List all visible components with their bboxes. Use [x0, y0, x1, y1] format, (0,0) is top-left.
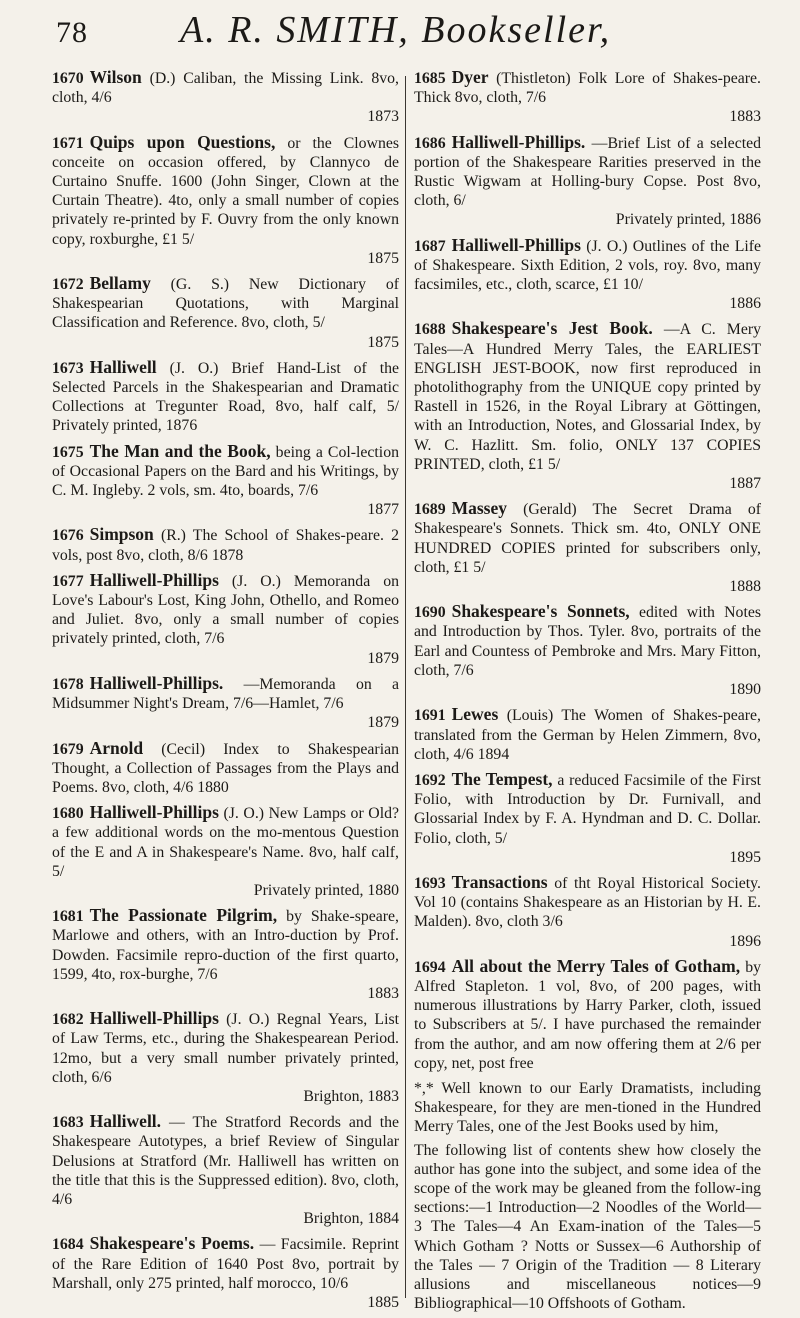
- entry-text: —Brief List of a selected portion of the Shakespeare Rarities preserved in the Rustic Wigwam at Holling-bury Copse. Post 8vo, cloth, 6/: [414, 134, 762, 210]
- entry-number: 1675: [52, 443, 84, 461]
- catalogue-entry: [414, 236, 761, 314]
- entry-number: 1683: [52, 1114, 84, 1132]
- catalogue-entry: [414, 705, 761, 764]
- entry-author: The Man and the Book,: [89, 440, 271, 461]
- entry-text: of tht Royal Historical Society. Vol 10 (contains Shakespeare as an Historian by H. E. Malden). 8vo, cloth 3/6: [414, 874, 762, 931]
- entry-number: 1673: [52, 359, 84, 377]
- entry-text: (Thistleton) Folk Lore of Shakes-peare. Thick 8vo, cloth, 7/6: [414, 70, 762, 107]
- entry-number: 1685: [414, 70, 446, 87]
- entry-number: 1693: [414, 874, 446, 892]
- entry-text: (Gerald) The Secret Drama of Shakespeare's Sonnets. Thick sm. 4to, ONLY ONE HUNDRED COPIES printed for subscribers only, cloth, £1 5/: [414, 501, 761, 576]
- catalogue-entry: [414, 957, 761, 1073]
- entry-text: being a Col-lection of Occasional Papers on the Bard and his Writings, by C. M. Ingleby. 2 vols, sm. 4to, boards, 7/6: [52, 443, 399, 500]
- entry-imprint: Privately printed, 1886: [615, 211, 761, 229]
- entry-text: (Cecil) Index to Shakespearian Thought, a Collection of Passages from the Plays and Poems. 8vo, cloth, 4/6 1880: [52, 740, 399, 796]
- page-header: [0, 0, 800, 60]
- entry-author: Shakespeare's Jest Book.: [451, 318, 653, 339]
- entry-number: 1686: [414, 134, 446, 152]
- catalogue-entry: [52, 442, 399, 520]
- entry-number: 1689: [414, 501, 446, 519]
- entry-number: 1677: [52, 572, 84, 590]
- catalogue-entry: [52, 133, 399, 268]
- entry-number: 1679: [52, 740, 84, 758]
- entry-text: (Louis) The Women of Shakes-peare, translated from the German by Helen Zimmern, 8vo, cloth, 4/6 1894: [414, 707, 762, 763]
- right-column: [406, 68, 761, 1318]
- entry-number: 1687: [414, 237, 446, 255]
- catalogue-entry: [52, 68, 399, 127]
- catalogue-entry: [52, 906, 399, 1003]
- entry-imprint: Brighton, 1884: [303, 1210, 399, 1228]
- left-column: [52, 68, 405, 1318]
- entry-text: — Facsimile. Reprint of the Rare Edition of 1640 Post 8vo, portrait by Marshall, only 275 printed, half morocco, 10/6: [52, 1236, 400, 1292]
- entry-author: Transactions: [451, 871, 548, 892]
- entry-text: by Alfred Stapleton. 1 vol, 8vo, of 200 pages, with numerous illustrations by Harry Parker, cloth, issued to Subscribers at 5/. I have purchased the remainder from the author, and am now offering them at 2/6 per copy, net, post free: [414, 958, 761, 1072]
- entry-text: —Memoranda on a Midsummer Night's Dream, 7/6—Hamlet, 7/6: [52, 675, 400, 713]
- entry-number: 1690: [414, 604, 446, 622]
- catalogue-entry: [52, 803, 399, 900]
- entry-author: Shakespeare's Sonnets,: [451, 601, 630, 622]
- catalogue-columns: [52, 68, 762, 1318]
- entry-text: a reduced Facsimile of the First Folio, with Introduction by Dr. Furnivall, and Glossarial Index by F. A. Hyndman and D. C. Dollar. Folio, cloth, 5/: [414, 771, 761, 847]
- entry-number: 1691: [414, 707, 446, 725]
- entry-author: Halliwell-Phillips.: [89, 672, 224, 693]
- entry-number: 1676: [52, 527, 84, 545]
- entry-imprint: 1885: [367, 1293, 399, 1311]
- entry-imprint: 1883: [729, 108, 761, 126]
- entry-number: 1694: [414, 958, 446, 976]
- entry-imprint: 1890: [729, 681, 761, 699]
- entry-author: Halliwell-Phillips: [89, 802, 219, 823]
- entry-author: Halliwell-Phillips: [89, 569, 219, 590]
- entry-number: 1678: [52, 675, 84, 693]
- entry-text: (J. O.) Regnal Years, List of Law Terms, etc., during the Shakespearean Period. 12mo, but a very small number privately printed, cloth, 6/6: [52, 1011, 399, 1086]
- page-number: 78: [56, 16, 88, 49]
- catalogue-entry: [52, 1009, 399, 1106]
- entry-text: (J. O.) Outlines of the Life of Shakespeare. Sixth Edition, 2 vols, roy. 8vo, many facsimiles, etc., cloth, scarce, £1 10/: [414, 237, 761, 294]
- catalogue-entry: [52, 739, 399, 798]
- entry-number: 1680: [52, 805, 84, 823]
- catalogue-entry: [52, 674, 399, 733]
- entry-imprint: 1879: [367, 649, 399, 667]
- entry-author: All about the Merry Tales of Gotham,: [451, 955, 741, 976]
- catalogue-entry: [414, 602, 761, 699]
- entry-author: Arnold: [89, 737, 144, 758]
- entry-number: 1672: [52, 276, 84, 294]
- entry-author: The Tempest,: [451, 768, 553, 789]
- catalogue-entry: [414, 499, 761, 596]
- entry-imprint: Privately printed, 1880: [253, 881, 399, 899]
- entry-author: Halliwell-Phillips: [89, 1008, 219, 1029]
- entry-author: Massey: [451, 498, 507, 519]
- entry-author: Dyer: [451, 67, 489, 87]
- entry-imprint: 1879: [367, 714, 399, 732]
- entry-author: Lewes: [451, 704, 499, 725]
- entry-imprint: 1887: [729, 475, 761, 493]
- entry-number: 1682: [52, 1011, 84, 1029]
- catalogue-entry: [52, 358, 399, 436]
- catalogue-entry: [414, 770, 761, 867]
- catalogue-entry: [414, 68, 761, 127]
- catalogue-entry: [414, 319, 761, 493]
- entry-text: by Shake-speare, Marlowe and others, with an Intro-duction by Prof. Dowden. Facsimile repro-duction of the first quarto, 1599, 4to, rox-burghe, 7/6: [52, 908, 399, 983]
- entry-author: Halliwell-Phillips.: [451, 131, 586, 152]
- entry-author: Bellamy: [89, 273, 151, 294]
- entry-text: (J. O.) Brief Hand-List of the Selected Parcels in the Shakespearian and Dramatic Collections at Tregunter Road, 8vo, half calf, 5/ Privately printed, 1876: [52, 359, 399, 435]
- entry-imprint: 1875: [367, 249, 399, 267]
- entry-author: Halliwell: [89, 356, 157, 377]
- entry-text: (J. O.) New Lamps or Old? a few additional words on the mo-mentous Question of the E and A in Shakespeare's Name. 8vo, half calf, 5/: [52, 805, 399, 880]
- entry-author: Halliwell-Phillips: [451, 234, 581, 255]
- entry-note: The following list of contents shew how closely the author has gone into the subject, and some idea of the scope of the work may be gleaned from the follow-ing sections:—1 Introduction—2 Noodles of the World—3 The Tales—4 An Exam-ination of the Tales—5 Which Gotham ? Notts or Sussex—6 Authorship of the Tales — 7 Origin of the Tradition — 8 Literary allusions and miscellaneous notices—9 Bibliographical—10 Offshoots of Gotham.: [414, 1141, 761, 1313]
- entry-imprint: 1883: [367, 984, 399, 1002]
- entry-imprint: 1896: [729, 932, 761, 950]
- entry-imprint: 1873: [367, 108, 399, 126]
- catalogue-entry: [52, 1234, 399, 1312]
- entry-text: (D.) Caliban, the Missing Link. 8vo, cloth, 4/6: [52, 70, 399, 107]
- entry-imprint: 1888: [729, 578, 761, 596]
- running-head: A. R. SMITH, Bookseller,: [180, 9, 612, 51]
- entry-imprint: 1877: [367, 501, 399, 519]
- entry-text: —A C. Mery Tales—A Hundred Merry Tales, the EARLIEST ENGLISH JEST-BOOK, now first reproduced in photolithography from the UNIQUE copy printed by Rastell in 1526, in the Royal Library at Göttingen, with an Introduction, Notes, and Glossarial Index, by W. C. Hazlitt. Sm. folio, ONLY 137 COPIES PRINTED, cloth, £1 5/: [414, 321, 762, 473]
- entry-imprint: 1875: [367, 333, 399, 351]
- entry-number: 1681: [52, 908, 84, 926]
- catalogue-entry: [52, 571, 399, 668]
- entry-text: (R.) The School of Shakes-peare. 2 vols, post 8vo, cloth, 8/6 1878: [52, 527, 399, 564]
- entry-author: Wilson: [89, 67, 142, 87]
- entry-author: Quips upon Questions,: [89, 131, 276, 152]
- entry-number: 1692: [414, 771, 446, 789]
- entry-number: 1684: [52, 1236, 84, 1254]
- entry-author: The Passionate Pilgrim,: [89, 905, 278, 926]
- entry-text: — The Stratford Records and the Shakespeare Autotypes, a brief Review of Singular Delusions at Stratford (Mr. Halliwell has written on the title that this is the Suppressed edition). 8vo, cloth, 4/6: [52, 1114, 400, 1208]
- catalogue-entry: [414, 873, 761, 951]
- entry-text: (G. S.) New Dictionary of Shakespearian Quotations, with Marginal Classification and Reference. 8vo, cloth, 5/: [52, 276, 400, 332]
- catalogue-entry: [52, 274, 399, 352]
- entry-number: 1670: [52, 70, 84, 87]
- entry-imprint: 1886: [729, 295, 761, 313]
- entry-author: Shakespeare's Poems.: [89, 1233, 255, 1254]
- entry-text: edited with Notes and Introduction by Thos. Tyler. 8vo, portraits of the Earl and Countess of Pembroke and Mrs. Mary Fitton, cloth, 7/6: [414, 604, 762, 679]
- catalogue-entry: [52, 525, 399, 564]
- catalogue-entry: [52, 1112, 399, 1228]
- entry-text: or the Clownes conceite on occasion offered, by Clannyco de Curtaino Snuffe. 1600 (John Singer, Clown at the Curtain Theatre). 4to, only a small number of copies privately re-printed by F. Ouvry from the only known copy, roxburghe, £1 5/: [52, 134, 399, 248]
- entry-imprint: Brighton, 1883: [303, 1087, 399, 1105]
- entry-number: 1688: [414, 321, 446, 339]
- entry-imprint: 1895: [729, 848, 761, 866]
- catalogue-entry: [414, 133, 761, 230]
- entry-author: Simpson: [89, 524, 154, 545]
- entry-number: 1671: [52, 134, 84, 152]
- entry-author: Halliwell.: [89, 1111, 162, 1132]
- entry-text: (J. O.) Memoranda on Love's Labour's Lost, King John, Othello, and Romeo and Juliet. 8vo, only a small number of copies privately printed, cloth, 7/6: [52, 572, 399, 648]
- entry-note: *,* Well known to our Early Dramatists, including Shakespeare, for they are men-tioned in the Hundred Merry Tales, one of the Jest Books used by him,: [414, 1079, 761, 1136]
